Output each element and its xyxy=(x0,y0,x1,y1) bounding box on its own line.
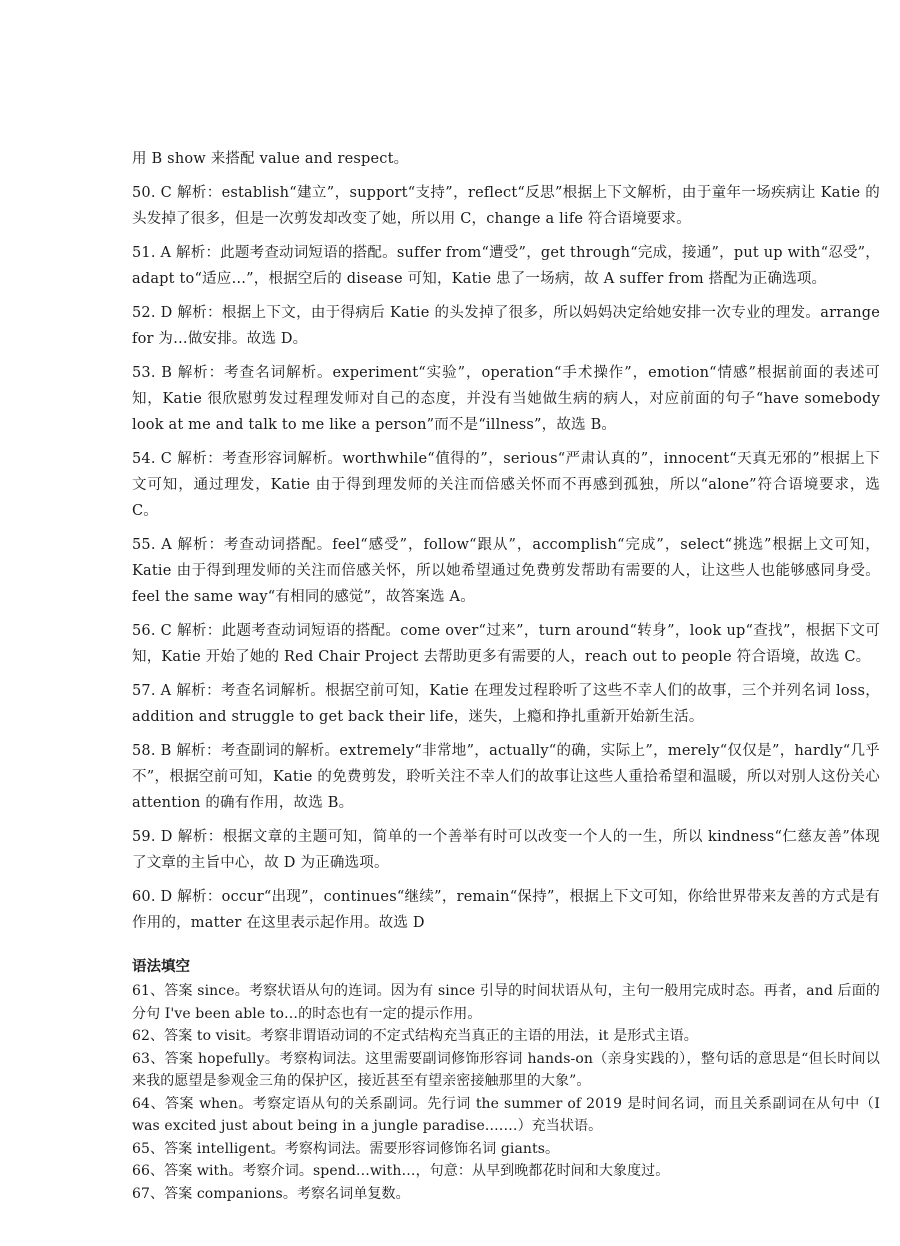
analysis-paragraph: 58. B 解析：考查副词的解析。extremely“非常地”，actually“的确，实际上”，merely“仅仅是”，hardly“几乎不”，根据空前可知，Katie 的免费剪发，聆听关注不幸人们的故事让这些人重拾希望和温暖，所以对别人这份关心 attention 的确有作用，故选 B。 xyxy=(132,743,880,811)
document-page xyxy=(132,146,880,1205)
grammar-answer: 61、答案 since。考察状语从句的连词。因为有 since 引导的时间状语从句，主句一般用完成时态。再者，and 后面的分句 I've been able to…的时态也有一定的提示作用。 xyxy=(132,983,880,1022)
analysis-paragraph: 54. C 解析：考查形容词解析。worthwhile“值得的”，serious“严肃认真的”，innocent“天真无邪的”根据上下文可知，通过理发，Katie 由于得到理发师的关注而倍感关怀而不再感到孤独，所以“alone”符合语境要求，选 C。 xyxy=(132,451,880,519)
analysis-paragraph: 55. A 解析：考查动词搭配。feel“感受”，follow“跟从”，accomplish“完成”，select“挑选”根据上文可知，Katie 由于得到理发师的关注而倍感关怀，所以她希望通过免费剪发帮助有需要的人，让这些人也能够感同身受。feel the same way“有相同的感觉”，故答案选 A。 xyxy=(132,537,880,605)
grammar-answer: 63、答案 hopefully。考察构词法。这里需要副词修饰形容词 hands-on（亲身实践的），整句话的意思是“但长时间以来我的愿望是参观金三角的保护区，接近甚至有望亲密接触那里的大象”。 xyxy=(132,1050,880,1089)
analysis-paragraph: 51. A 解析：此题考查动词短语的搭配。suffer from“遭受”，get through“完成，接通”，put up with“忍受”，adapt to“适应…”，根据空后的 disease 可知，Katie 患了一场病，故 A suffer from 搭配为正确选项。 xyxy=(132,245,880,287)
analysis-paragraph: 59. D 解析：根据文章的主题可知，简单的一个善举有时可以改变一个人的一生，所以 kindness“仁慈友善”体现了文章的主旨中心，故 D 为正确选项。 xyxy=(132,829,880,871)
analysis-section xyxy=(132,146,880,936)
analysis-paragraph: 用 B show 来搭配 value and respect。 xyxy=(132,151,409,167)
grammar-section xyxy=(132,956,880,1205)
analysis-paragraph: 53. B 解析：考查名词解析。experiment“实验”，operation“手术操作”，emotion“情感”根据前面的表述可知，Katie 很欣慰剪发过程理发师对自己的态度，并没有当她做生病的病人，对应前面的句子“have somebody look at me and talk to me like a person”而不是“illness”，故选 B。 xyxy=(132,365,880,433)
grammar-answer: 67、答案 companions。考察名词单复数。 xyxy=(132,1185,410,1202)
section-title: 语法填空 xyxy=(132,959,190,975)
grammar-answer: 66、答案 with。考察介词。spend…with…，句意：从早到晚都花时间和大象度过。 xyxy=(132,1163,670,1179)
grammar-answer: 65、答案 intelligent。考察构词法。需要形容词修饰名词 giants。 xyxy=(132,1140,560,1157)
analysis-paragraph: 57. A 解析：考查名词解析。根据空前可知，Katie 在理发过程聆听了这些不幸人们的故事，三个并列名词 loss，addition and struggle to get back their life，迷失，上瘾和挣扎重新开始新生活。 xyxy=(132,683,880,725)
grammar-answer: 64、答案 when。考察定语从句的关系副词。先行词 the summer of 2019 是时间名词，而且关系副词在从句中（I was excited just about being in a jungle paradise.……）充当状语。 xyxy=(132,1095,880,1134)
analysis-paragraph: 56. C 解析：此题考查动词短语的搭配。come over“过来”，turn around“转身”，look up“查找”，根据下文可知，Katie 开始了她的 Red Chair Project 去帮助更多有需要的人，reach out to people 符合语境，故选 C。 xyxy=(132,623,880,665)
analysis-paragraph: 50. C 解析：establish“建立”，support“支持”，reflect“反思”根据上下文解析，由于童年一场疾病让 Katie 的头发掉了很多，但是一次剪发却改变了她，所以用 C，change a life 符合语境要求。 xyxy=(132,185,880,227)
grammar-answer: 62、答案 to visit。考察非谓语动词的不定式结构充当真正的主语的用法，it 是形式主语。 xyxy=(132,1028,698,1044)
analysis-paragraph: 60. D 解析：occur“出现”，continues“继续”，remain“保持”，根据上下文可知，你给世界带来友善的方式是有作用的，matter 在这里表示起作用。故选 D xyxy=(132,889,880,931)
analysis-paragraph: 52. D 解析：根据上下文，由于得病后 Katie 的头发掉了很多，所以妈妈决定给她安排一次专业的理发。arrange for 为…做安排。故选 D。 xyxy=(132,305,880,347)
